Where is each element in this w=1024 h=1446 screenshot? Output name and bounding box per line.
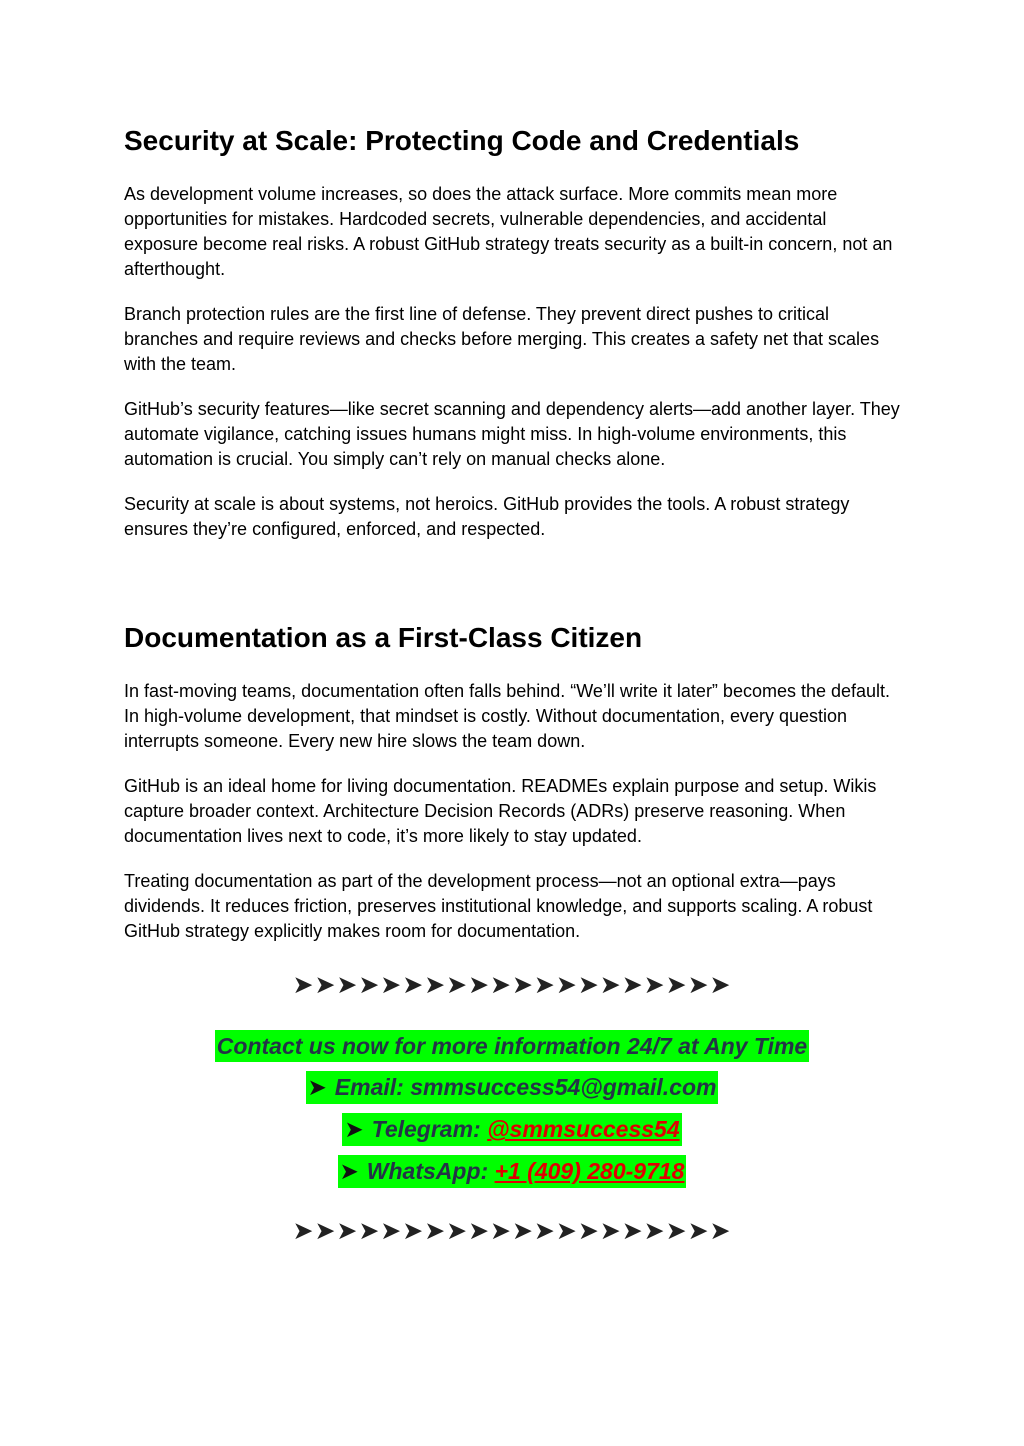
arrow-divider-bottom: ➤➤➤➤➤➤➤➤➤➤➤➤➤➤➤➤➤➤➤➤ [292, 1216, 732, 1245]
security-section [124, 124, 904, 562]
paragraph: Treating documentation as part of the development process—not an optional extra—pays dividends. It reduces friction, preserves institutional knowledge, and supports scaling. A robust GitHub strategy explicitly makes room for documentation. [124, 871, 873, 941]
contact-headline: Contact us now for more information 24/7 at Any Time [215, 1030, 809, 1062]
contact-block [0, 1030, 1024, 1197]
paragraph: GitHub’s security features—like secret scanning and dependency alerts—add another layer. They automate vigilance, catching issues humans might miss. In high-volume environments, this automation is crucial. You simply can’t rely on manual checks alone. [124, 399, 900, 469]
documentation-section [124, 621, 904, 964]
whatsapp-label: WhatsApp: [366, 1158, 495, 1184]
arrow-bullet-icon: ➤ [307, 1075, 327, 1101]
paragraph: As development volume increases, so does the attack surface. More commits mean more opportunities for mistakes. Hardcoded secrets, vulnerable dependencies, and accidental exposure become real risks. A robust GitHub strategy treats security as a built-in concern, not an afterthought. [124, 184, 893, 279]
telegram-line [342, 1113, 681, 1146]
telegram-label: Telegram: [371, 1116, 488, 1142]
email-text[interactable]: Email: smmsuccess54@gmail.com [334, 1074, 717, 1100]
telegram-link[interactable]: @smmsuccess54 [487, 1116, 680, 1142]
arrow-divider-top: ➤➤➤➤➤➤➤➤➤➤➤➤➤➤➤➤➤➤➤➤ [292, 970, 732, 999]
whatsapp-line [338, 1155, 687, 1188]
section-heading: Documentation as a First-Class Citizen [124, 622, 643, 653]
arrow-bullet-icon: ➤ [339, 1159, 359, 1185]
arrow-bullet-icon: ➤ [344, 1117, 364, 1143]
section-heading: Security at Scale: Protecting Code and Credentials [124, 125, 800, 156]
paragraph: GitHub is an ideal home for living documentation. READMEs explain purpose and setup. Wikis capture broader context. Architecture Decision Records (ADRs) preserve reasoning. When documentation lives next to code, it’s more likely to stay updated. [124, 776, 877, 846]
paragraph: In fast-moving teams, documentation often falls behind. “We’ll write it later” becomes the default. In high-volume development, that mindset is costly. Without documentation, every question interrupts someone. Every new hire slows the team down. [124, 681, 891, 751]
paragraph: Security at scale is about systems, not heroics. GitHub provides the tools. A robust strategy ensures they’re configured, enforced, and respected. [124, 494, 850, 539]
paragraph: Branch protection rules are the first line of defense. They prevent direct pushes to critical branches and require reviews and checks before merging. This creates a safety net that scales with the team. [124, 304, 880, 374]
email-line[interactable] [306, 1071, 719, 1104]
whatsapp-link[interactable]: +1 (409) 280-9718 [494, 1158, 685, 1184]
